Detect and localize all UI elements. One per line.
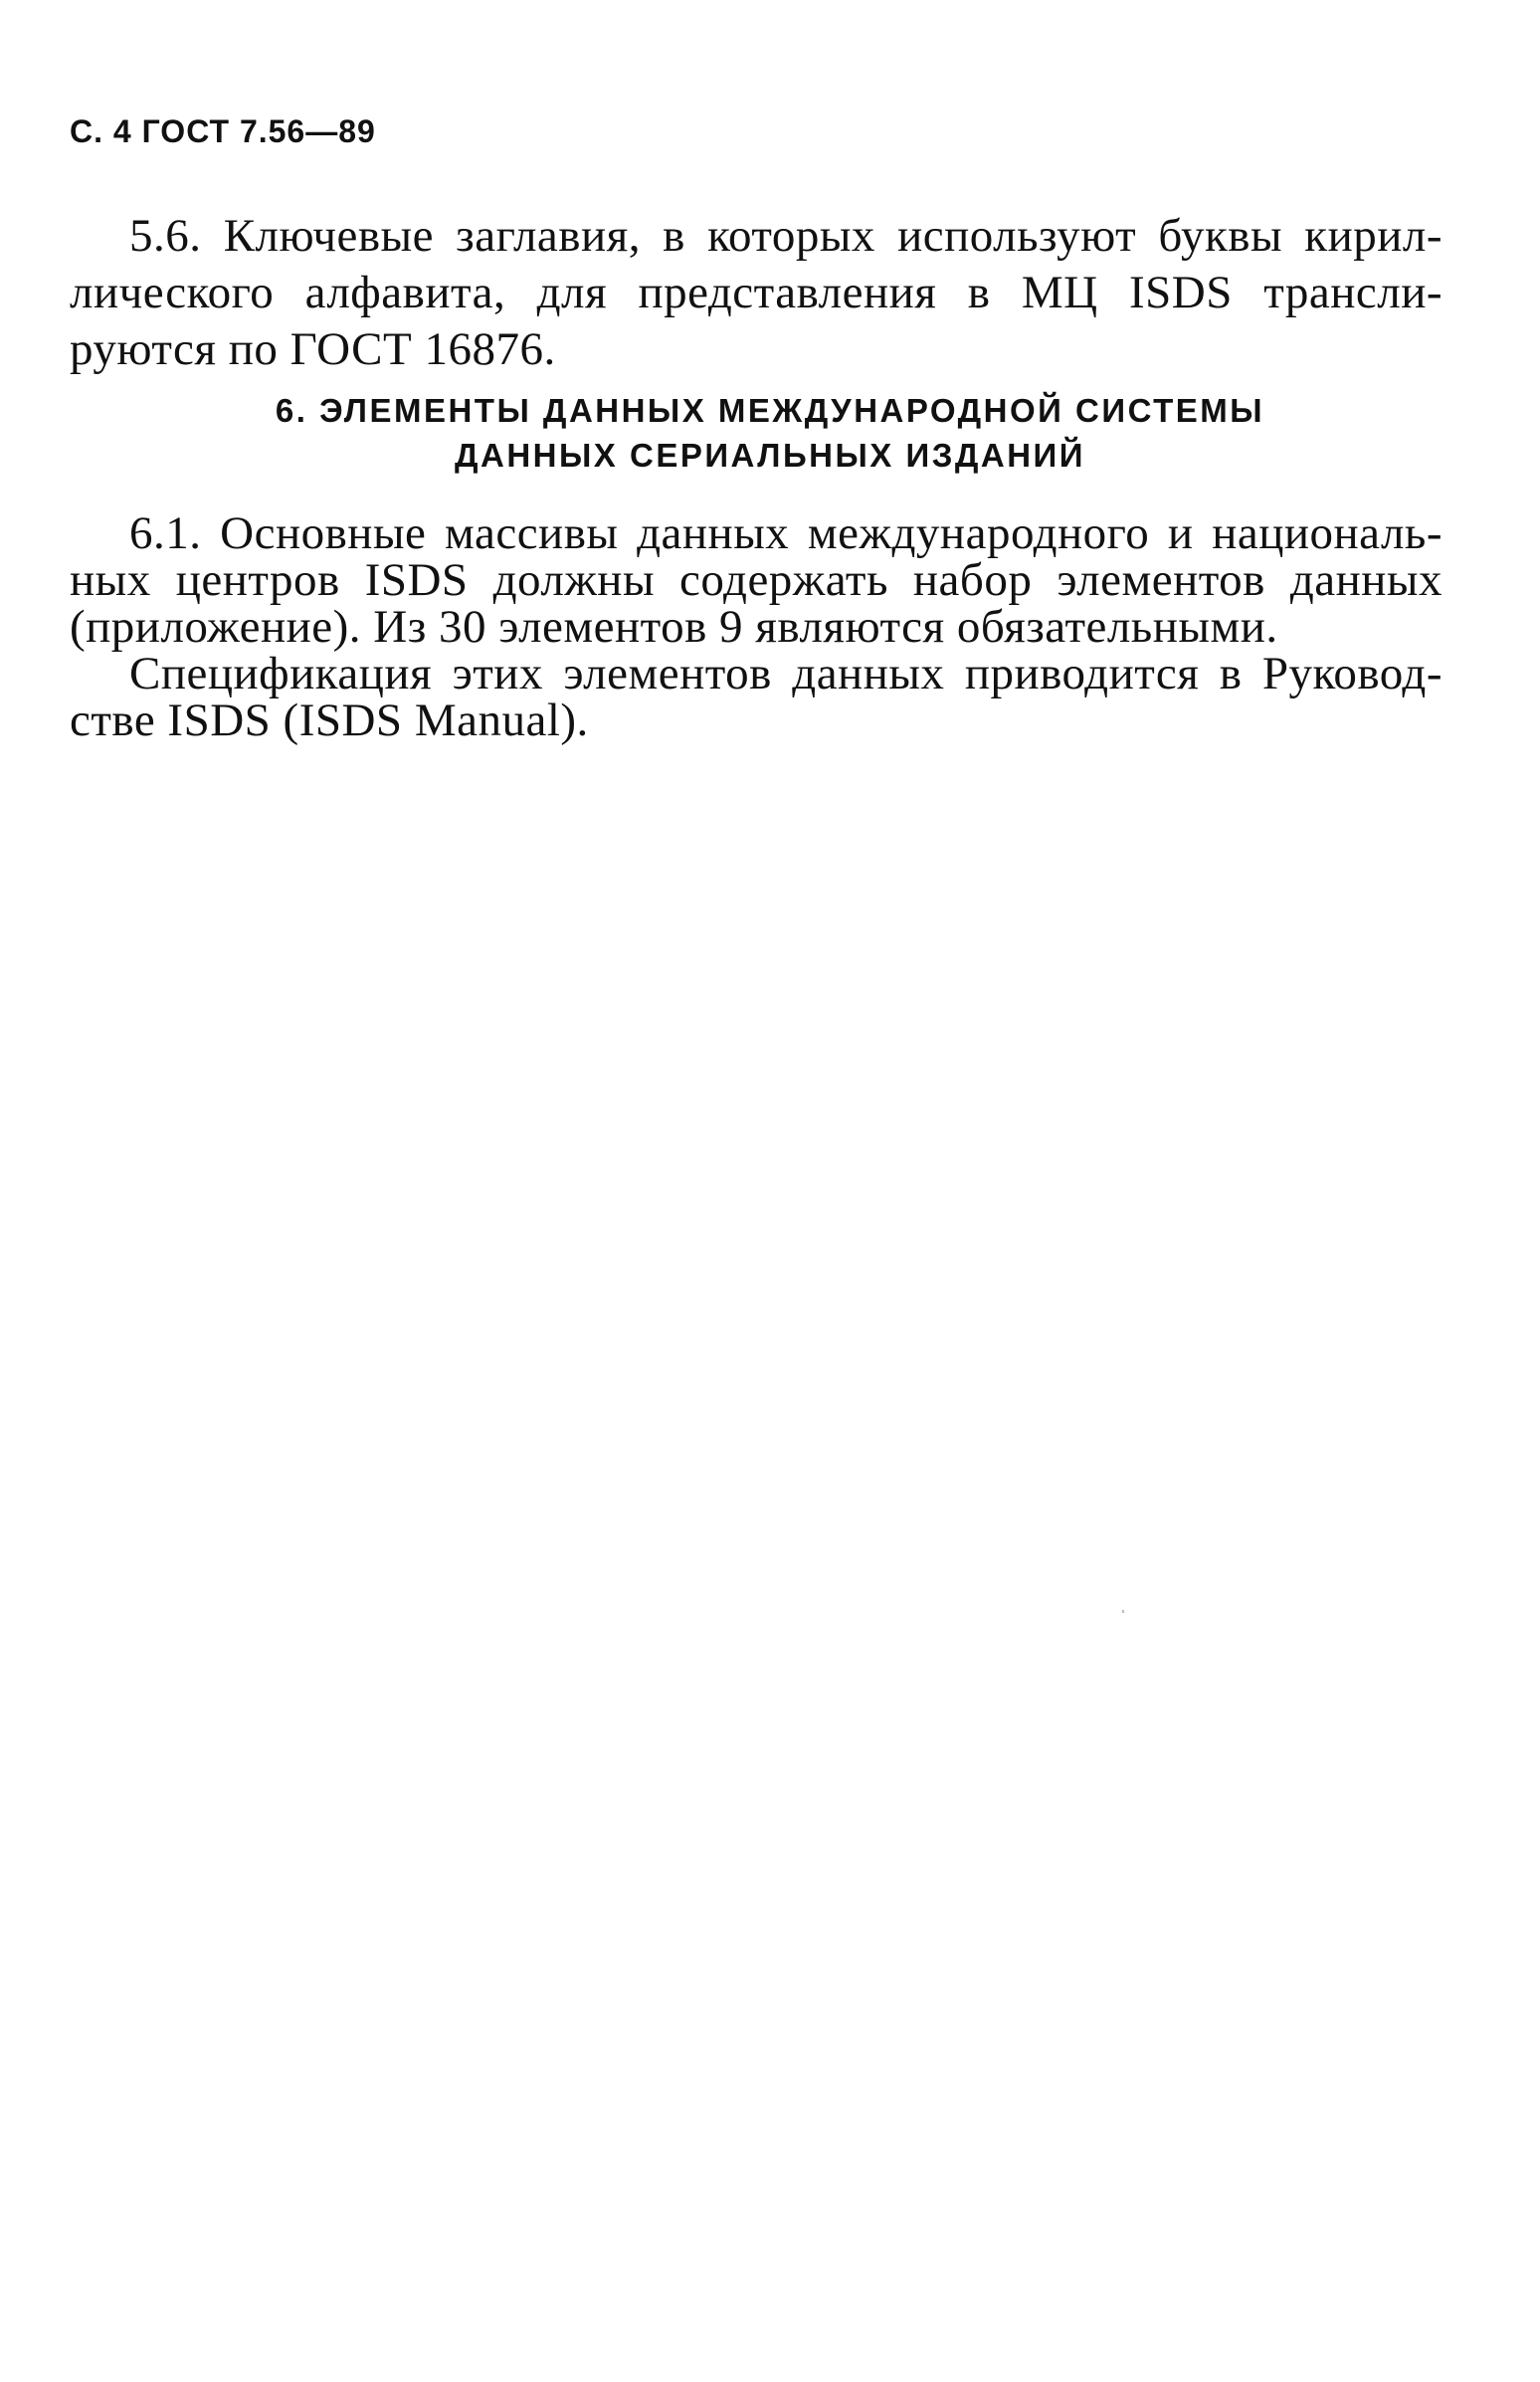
paragraph-line: лического алфавита, для представления в МЦ ISDS трансли- <box>70 267 1443 318</box>
paragraph-line: Спецификация этих элементов данных приводится в Руковод- <box>129 648 1443 699</box>
running-head: С. 4 ГОСТ 7.56—89 <box>70 113 376 149</box>
paragraph-line: 5.6. Ключевые заглавия, в которых используют буквы кирил- <box>129 210 1443 262</box>
section-heading-line: 6. ЭЛЕМЕНТЫ ДАННЫХ МЕЖДУНАРОДНОЙ СИСТЕМЫ <box>275 392 1265 429</box>
paragraph-line: руются по ГОСТ 16876. <box>70 323 556 375</box>
paragraph-line: стве ISDS (ISDS Manual). <box>70 695 589 746</box>
section-heading-line: ДАННЫХ СЕРИАЛЬНЫХ ИЗДАНИЙ <box>455 437 1085 474</box>
paragraph-line: 6.1. Основные массивы данных международного и националь- <box>129 507 1443 559</box>
scan-speck <box>1122 1610 1124 1613</box>
paragraph-line: (приложение). Из 30 элементов 9 являются обязательными. <box>70 601 1278 653</box>
paragraph-line: ных центров ISDS должны содержать набор элементов данных <box>70 554 1443 606</box>
